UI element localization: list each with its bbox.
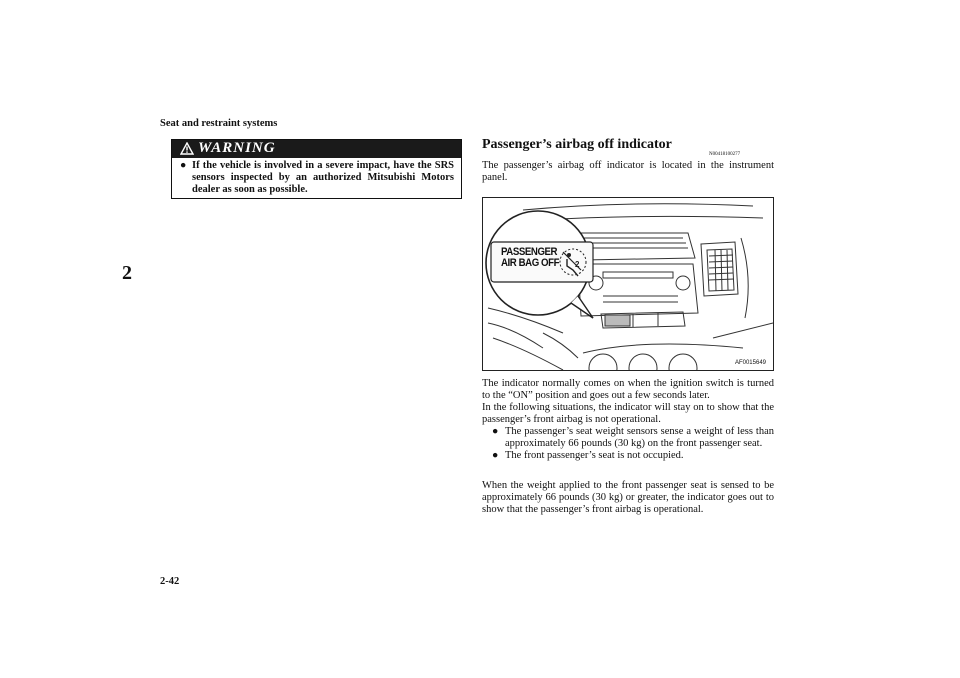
svg-text:2: 2 — [575, 260, 580, 269]
condition-list — [492, 426, 774, 462]
section-title: Passenger’s airbag off indicator — [482, 137, 672, 152]
warning-header — [172, 140, 461, 158]
warning-text: If the vehicle is involved in a severe impact, have the SRS sensors inspected by an authorized Mitsubishi Motors dealer as soon as possible. — [192, 160, 454, 195]
paragraph-1-text: The indicator normally comes on when the ignition switch is turned to the “ON” position and goes out a few seconds later. — [482, 378, 774, 401]
list-item-text: The passenger’s seat weight sensors sense a weight of less than approximately 66 pounds (30 kg) on the front passenger seat. — [505, 426, 774, 449]
paragraph-1 — [482, 378, 774, 426]
indicator-label-line2: AIR BAG OFF — [501, 257, 560, 269]
section-intro: The passenger’s airbag off indicator is located in the instrument panel. — [482, 160, 774, 183]
page-number: 2-42 — [160, 576, 180, 587]
paragraph-2-text: In the following situations, the indicator will stay on to show that the passenger’s front airbag is not operational. — [482, 402, 774, 425]
chapter-number: 2 — [122, 262, 132, 284]
warning-body — [180, 160, 456, 196]
paragraph-3: When the weight applied to the front passenger seat is sensed to be approximately 66 pounds (30 kg) or greater, the indicator goes out to show that the passenger’s front airbag is operational. — [482, 480, 774, 515]
list-item — [492, 450, 774, 462]
warning-bullet: ● — [180, 160, 187, 171]
list-item — [492, 426, 774, 450]
indicator-label-line1: PASSENGER — [501, 246, 558, 258]
warning-title: WARNING — [198, 140, 276, 156]
dashboard-illustration — [483, 198, 773, 370]
running-header: Seat and restraint systems — [160, 118, 278, 129]
section-code: N00418100277 — [709, 152, 741, 157]
list-item-text: The front passenger’s seat is not occupied. — [505, 450, 684, 461]
indicator-figure — [482, 197, 774, 371]
warning-triangle-icon — [180, 142, 194, 155]
list-bullet: ● — [492, 450, 499, 461]
figure-code: AF0015649 — [734, 360, 766, 366]
warning-box — [171, 139, 462, 199]
list-bullet: ● — [492, 426, 499, 437]
